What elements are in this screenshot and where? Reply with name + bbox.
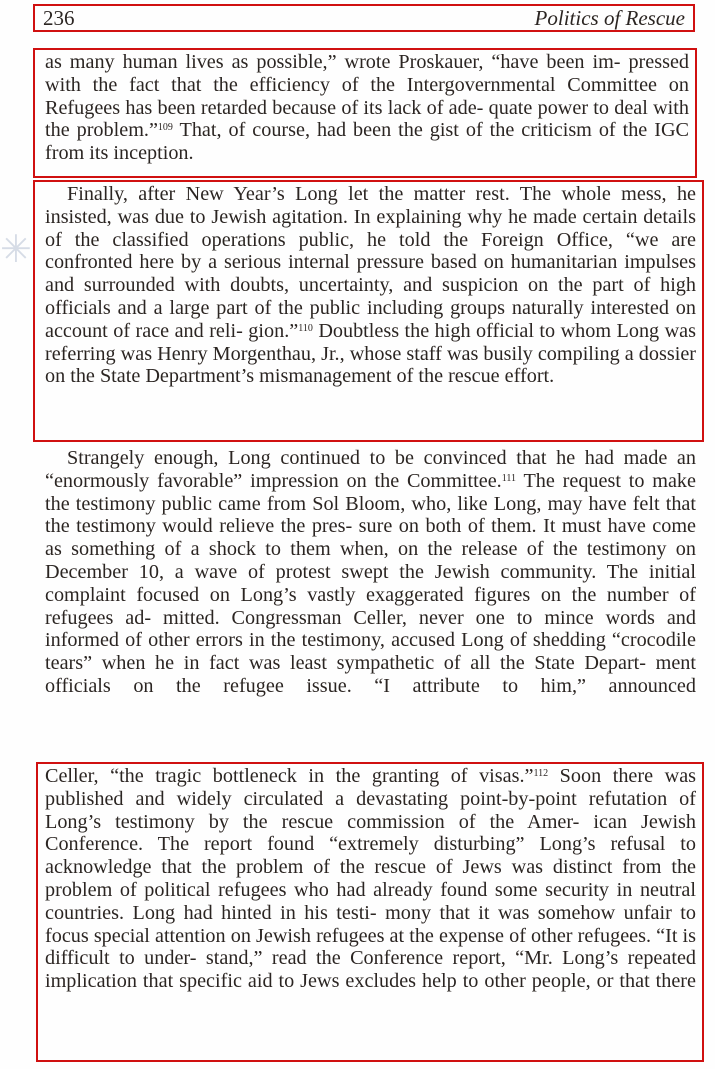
footnote-ref-110: 110: [298, 322, 313, 334]
footnote-ref-109: 109: [157, 122, 173, 134]
paragraph-2-text: Finally, after New Year’s Long let the matter rest. The whole mess, he insisted, was due to Jewish agitation. In explaining why he made certain details of the classified operations public, he told the Foreign Office, “we are confronted here by a serious internal pressure based on humanitarian impulses and surrounded with doubts, uncertainty, and suspicion on the part of high officials and a large part of the public including groups naturally interested on account of race and reli- gion.”: [45, 183, 696, 342]
paragraph-4: [45, 765, 696, 993]
paragraph-3: [45, 447, 696, 698]
paragraph-4-text: Celler, “the tragic bottleneck in the granting of visas.”: [45, 765, 534, 787]
running-title: Politics of Rescue: [534, 5, 685, 30]
footnote-ref-111: 111: [501, 472, 516, 484]
margin-mark-icon: ✳: [0, 229, 32, 271]
paragraph-4-tail: Soon there was published and widely circulated a devastating point-by-point refutation of Long’s testimony by the rescue commission of the Amer- ican Jewish Conference. The report found “extremely disturbing” Long’s refusal to acknowledge that the problem of the rescue of Jews was distinct from the problem of political refugees who had already found some security in neutral countries. Long had hinted in his testi- mony that it was somehow unfair to focus special attention on Jewish refugees at the expense of other refugees. “It is difficult to under- stand,” read the Conference report, “Mr. Long’s repeated implication that specific aid to Jews excludes help to other people, or that there: [45, 765, 697, 993]
paragraph-1-tail: That, of course, had been the gist of the criticism of the IGC from its inception.: [45, 119, 689, 165]
footnote-ref-112: 112: [533, 768, 549, 779]
paragraph-2-tail: Doubtless the high official to whom Long was referring was Henry Morgenthau, Jr., whose staff was busily compiling a dossier on the State Department’s mismanagement of the rescue effort.: [45, 319, 696, 388]
paragraph-3-tail: The request to make the testimony public came from Sol Bloom, who, like Long, may have felt that the testimony would relieve the pres- sure on both of them. It must have come as something of a shock to them when, on the release of the testimony on December 10, a wave of protest swept the Jewish community. The initial complaint focused on Long’s vastly exaggerated figures on the number of refugees ad- mitted. Congressman Celler, never one to mince words and informed of other errors in the testimony, accused Long of shedding “crocodile tears” when he in fact was least sympathetic of all the State Depart- ment officials on the refugee issue. “I attribute to him,” announced: [45, 469, 696, 697]
page-number: 236: [43, 5, 75, 30]
paragraph-1: [45, 51, 689, 165]
page-header: [33, 4, 695, 32]
paragraph-3-text: Strangely enough, Long continued to be convinced that he had made an “enormously favorable” impression on the Committee.: [45, 447, 696, 492]
paragraph-2: [45, 183, 696, 388]
paragraph-1-text: as many human lives as possible,” wrote Proskauer, “have been im- pressed with the fact that the efficiency of the Intergovernmental Committee on Refugees has been retarded because of its lack of ade- quate power to deal with the problem.”: [45, 51, 689, 142]
